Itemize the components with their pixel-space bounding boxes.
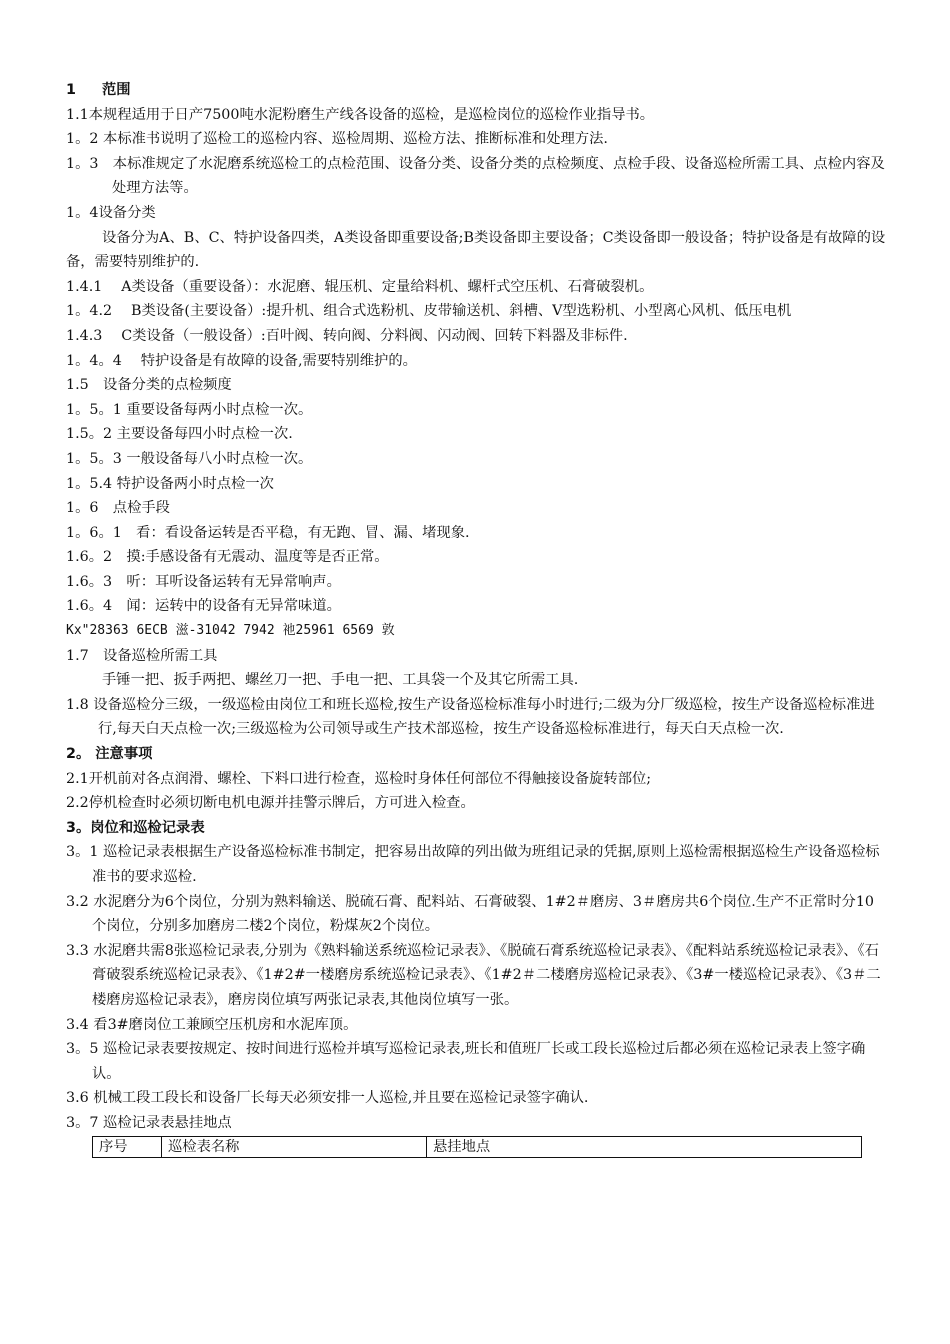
para-1-5-4: 1。5.4 特护设备两小时点检一次 xyxy=(66,475,274,492)
para-1-4-1: 1.4.1 A类设备（重要设备）：水泥磨、辊压机、定量给料机、螺杆式空压机、石膏破裂机。 xyxy=(66,278,654,295)
section-2-heading: 2。 注意事项 xyxy=(66,746,153,763)
para-3-6: 3.6 机械工段工段长和设备厂长每天必须安排一人巡检,并且要在巡检记录签字确认. xyxy=(66,1090,589,1107)
para-1-6-3: 1.6。3 听：耳听设备运转有无异常响声。 xyxy=(66,573,341,590)
para-1-1: 1.1本规程适用于日产7500吨水泥粉磨生产线各设备的巡检，是巡检岗位的巡检作业指导书。 xyxy=(66,106,655,123)
para-3-4: 3.4 看3#磨岗位工兼顾空压机房和水泥库顶。 xyxy=(66,1016,358,1033)
para-1-6-1: 1。6。1 看：看设备运转是否平稳，有无跑、冒、漏、堵现象. xyxy=(66,524,470,541)
table-header-location: 悬挂地点 xyxy=(427,1136,862,1157)
para-1-8: 1.8 设备巡检分三级，一级巡检由岗位工和班长巡检,按生产设备巡检标准每小时进行;二级为分厂级巡检，按生产设备巡检标准进行,每天白天点检一次;三级巡检为公司领导或生产技术部巡检，按生产设备巡检标准进行，每天白天点检一次. xyxy=(66,696,875,738)
para-3-2: 3.2 水泥磨分为6个岗位，分别为熟料输送、脱硫石膏、配料站、石膏破裂、1#2＃磨房、3＃磨房共6个岗位.生产不正常时分10个岗位，分别多加磨房二楼2个岗位，粉煤灰2个岗位。 xyxy=(66,893,875,935)
inspection-table xyxy=(92,1136,862,1158)
para-1-4-heading: 1。4设备分类 xyxy=(66,204,156,221)
para-1-5-heading: 1.5 设备分类的点检频度 xyxy=(66,377,232,394)
para-1-4-3: 1.4.3 C类设备（一般设备）:百叶阀、转向阀、分料阀、闪动阀、回转下料器及非标件. xyxy=(66,327,628,344)
para-1-5-1: 1。5。1 重要设备每两小时点检一次。 xyxy=(66,401,313,418)
para-1-3: 1。3 本标准规定了水泥磨系统巡检工的点检范围、设备分类、设备分类的点检频度、点检手段、设备巡检所需工具、点检内容及处理方法等。 xyxy=(66,155,885,197)
para-2-2: 2.2停机检查时必须切断电机电源并挂警示牌后，方可进入检查。 xyxy=(66,795,475,812)
para-3-3: 3.3 水泥磨共需8张巡检记录表,分别为《熟料输送系统巡检记录表》、《脱硫石膏系统巡检记录表》、《配料站系统巡检记录表》、《石膏破裂系统巡检记录表》、《1#2#一楼磨房系统巡检记录表》、《1#2＃二楼磨房巡检记录表》、《3#一楼巡检记录表》、《3＃二楼磨房巡检记录表》，磨房岗位填写两张记录表,其他岗位填写一张。 xyxy=(66,942,881,1008)
section-1-heading: 1 范围 xyxy=(66,82,131,98)
garbled-line: Kx"28363 6ECB 滋-31042 7942 祂25961 6569 敦 xyxy=(66,623,395,639)
para-1-2: 1。2 本标准书说明了巡检工的巡检内容、巡检周期、巡检方法、推断标准和处理方法. xyxy=(66,131,608,148)
para-1-7-body: 手锤一把、扳手两把、螺丝刀一把、手电一把、工具袋一个及其它所需工具. xyxy=(102,672,579,689)
table-header-name: 巡检表名称 xyxy=(162,1136,427,1157)
para-1-4-body: 设备分为A、B、C、特护设备四类，A类设备即重要设备;B类设备即主要设备；C类设备即一般设备；特护设备是有故障的设备，需要特别维护的. xyxy=(66,229,886,271)
document-page xyxy=(66,78,886,1158)
table-header-index: 序号 xyxy=(93,1136,162,1157)
para-1-7-heading: 1.7 设备巡检所需工具 xyxy=(66,647,218,664)
para-3-1: 3。1 巡检记录表根据生产设备巡检标准书制定，把容易出故障的列出做为班组记录的凭据,原则上巡检需根据巡检生产设备巡检标准书的要求巡检. xyxy=(66,844,880,885)
para-3-5: 3。5 巡检记录表要按规定、按时间进行巡检并填写巡检记录表,班长和值班厂长或工段长巡检过后都必须在巡检记录表上签字确认。 xyxy=(66,1041,866,1082)
para-1-6-heading: 1。6 点检手段 xyxy=(66,500,170,517)
para-2-1: 2.1开机前对各点润滑、螺栓、下料口进行检查，巡检时身体任何部位不得触接设备旋转部位; xyxy=(66,770,652,787)
section-3-heading: 3。岗位和巡检记录表 xyxy=(66,819,205,836)
para-1-4-4: 1。4。4 特护设备是有故障的设备,需要特别维护的。 xyxy=(66,352,417,369)
para-1-5-3: 1。5。3 一般设备每八小时点检一次。 xyxy=(66,450,313,467)
para-1-6-4: 1.6。4 闻：运转中的设备有无异常味道。 xyxy=(66,598,341,615)
para-1-6-2: 1.6。2 摸:手感设备有无震动、温度等是否正常。 xyxy=(66,549,389,566)
para-1-4-2: 1。4.2 B类设备(主要设备）:提升机、组合式选粉机、皮带输送机、斜槽、V型选粉机、小型离心风机、低压电机 xyxy=(66,303,792,320)
para-1-5-2: 1.5。2 主要设备每四小时点检一次. xyxy=(66,426,293,443)
para-3-7: 3。7 巡检记录表悬挂地点 xyxy=(66,1114,232,1131)
table-header-row xyxy=(93,1136,862,1157)
